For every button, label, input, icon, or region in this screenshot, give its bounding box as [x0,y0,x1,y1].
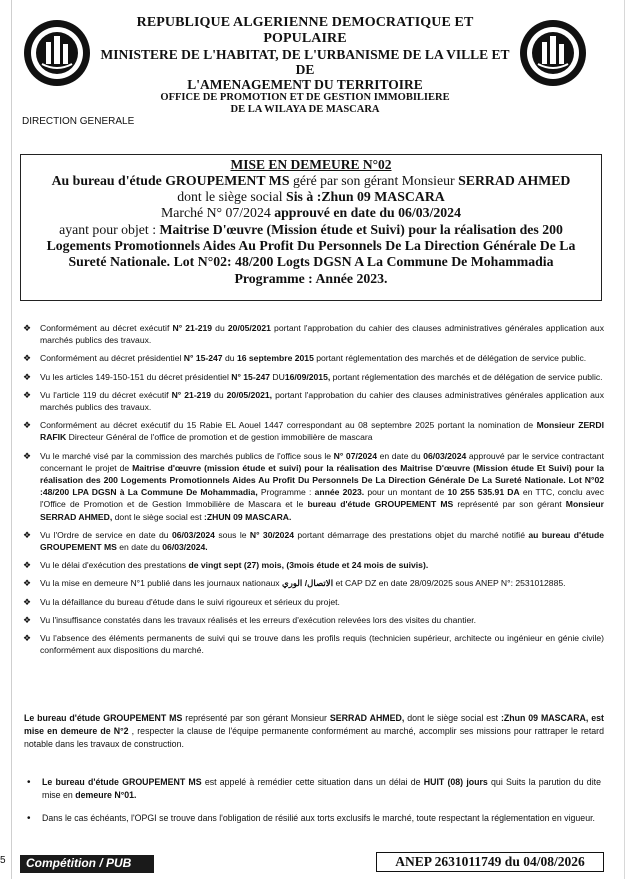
list-item: ❖ Vu la défaillance du bureau d'étude dans le suivi rigoureux et sérieux du projet. [23,596,340,607]
opgi-logo-right-icon [518,18,588,88]
bureau-name: Au bureau d'étude GROUPEMENT MS [51,172,290,188]
bullet-dot-icon: • [27,812,31,824]
competition-tag: Compétition / PUB [20,855,154,873]
notice-text: dont le siège social [177,189,287,205]
header-line-3: L'AMENAGEMENT DU TERRITOIRE [187,77,423,93]
diamond-bullet-icon: ❖ [23,578,32,589]
list-item: ❖ Vu la mise en demeure N°1 publié dans les journaux nationaux الاتصال/ الوري et CAP DZ en date 28/09/2025 sous ANEP N°: 2531012885. [23,578,566,589]
header-line-5: DE LA WILAYA DE MASCARA [230,104,380,116]
notice-line-7: Programme : Année 2023. [234,270,388,286]
object-text: Maitrise D'œuvre (Mission étude et Suivi) pour la réalisation des 200 [159,221,563,237]
diamond-bullet-icon: ❖ [23,633,32,644]
notice-title: MISE EN DEMEURE N°02 [230,157,392,172]
approval-date: approuvé en date du 06/03/2024 [274,205,461,221]
page-edge-right [624,0,630,879]
direction-label: DIRECTION GENERALE [22,116,135,127]
list-item: ❖ Conformément au décret exécutif N° 21-219 du 20/05/2021 portant l'approbation du cahier des clauses administratives générales application aux marchés publics des travaux. [23,323,604,346]
notice-line-3 [27,205,595,221]
list-item: ❖ Vu l'Ordre de service en date du 06/03/2024 sous le N° 30/2024 portant démarrage des prestations objet du marché notifié au bureau d'étude GROUPEMENT MS en date du 06/03/2024. [23,529,604,553]
notice-box [20,154,602,301]
list-item: ❖ Conformément au décret présidentiel N° 15-247 du 16 septembre 2015 portant réglementation des marchés et de délégation de service public. [23,353,587,364]
header-line-4: OFFICE DE PROMOTION ET DE GESTION IMMOBILIERE [160,92,450,104]
notice-line-1 [27,173,595,189]
summary-paragraph: Le bureau d'étude GROUPEMENT MS représenté par son gérant Monsieur SERRAD AHMED, dont le siège social est :Zhun 09 MASCARA, est mise en demeure de N°2 , respecter la clause de l'équipe permanente conformément au marché, accomplir ses missions pour rattraper le retard notable dans les travaux de construction. [24,713,604,749]
notice-line-6: Sureté Nationale. Lot N°02: 48/200 Logts DGSN A La Commune De Mohammadia [68,254,554,270]
diamond-bullet-icon: ❖ [23,353,32,364]
diamond-bullet-icon: ❖ [23,389,32,400]
notice-line-4 [27,222,595,238]
bullet-dot-icon: • [27,777,31,788]
diamond-bullet-icon: ❖ [23,614,32,625]
header-line-1: REPUBLIQUE ALGERIENNE DEMOCRATIQUE ET POPULAIRE [136,15,474,46]
list-item: ❖ Vu l'absence des éléments permanents de suivi qui se trouve dans les profils requis (technicien supérieur, architecte ou ingénieur en génie civile) conformément aux dispositions du marché. [23,633,604,656]
opgi-logo-left-icon [22,18,92,88]
list-item: ❖ Vu l'insuffisance constatés dans les travaux réalisés et les erreurs d'exécution relevées lors des visites du chantier. [23,614,477,625]
notice-line-2 [27,189,595,205]
header-line-2: MINISTERE DE L'HABITAT, DE L'URBANISME DE LA VILLE ET DE [100,46,510,77]
list-item: • Dans le cas échéants, l'OPGI se trouve dans l'obligation de résilié aux torts exclusifs le marché, toute respectant la réglementation en vigueur. [26,812,601,825]
diamond-bullet-icon: ❖ [23,560,32,571]
diamond-bullet-icon: ❖ [23,323,32,333]
list-item: • Le bureau d'étude GROUPEMENT MS est appelé à remédier cette situation dans un délai de HUIT (08) jours qui Suits la parution du dite mise en demeure N°01. [27,777,601,800]
diamond-bullet-icon: ❖ [23,371,32,382]
diamond-bullet-icon: ❖ [23,529,32,540]
diamond-bullet-icon: ❖ [23,420,32,431]
considerations-list [22,322,604,662]
notice-text: géré par son gérant Monsieur [289,172,459,188]
diamond-bullet-icon: ❖ [23,596,32,607]
list-item: ❖ Vu le marché visé par la commission des marchés publics de l'office sous le N° 07/2024 en date du 06/03/2024 approuvé par le service contractant concernant le projet de Maitrise d'œuvre (mission étude et suivi) pour la réalisation des Maitrise D'œuvre (Mission étude Et Suivi) pour la réalisation des 200 Logements Promotionnels Aides Au Profit Du Personnels De La Direction Générale De La Sureté Nationale. Lot N°02 :48/200 LPA DGSN à La Commune De Mohammadia, Programme : année 2023. pour un montant de 10 255 535.91 DA en TTC, conclu avec l'Office de Promotion et de Gestion Immobilière de Mascara et le bureau d'étude GROUPEMENT MS représenté par son gérant Monsieur SERRAD AHMED, dont le siège social est :ZHUN 09 MASCARA. [23,450,605,522]
diamond-bullet-icon: ❖ [23,450,32,461]
seat-address: Sis à :Zhun 09 MASCARA [286,189,445,205]
letterhead [95,15,515,116]
notice-text: ayant pour objet : [59,221,160,237]
instructions-list [26,776,601,834]
manager-name: SERRAD AHMED [458,172,571,188]
page-edge-number: 5 [0,855,6,866]
anep-reference: ANEP 2631011749 du 04/08/2026 [376,852,604,872]
list-item: ❖ Vu l'article 119 du décret exécutif N° 21-219 du 20/05/2021, portant l'approbation du cahier des clauses administratives générales application aux marchés publics des travaux. [23,389,604,413]
market-number: Marché N° 07/2024 [161,205,275,221]
list-item: ❖ Vu les articles 149-150-151 du décret présidentiel N° 15-247 DU16/09/2015, portant réglementation des marchés et de délégation de service public. [23,371,603,382]
list-item: ❖ Conformément au décret exécutif du 15 Rabie EL Aouel 1447 correspondant au 08 septembre 2025 portant la nomination de Monsieur ZERDI RAFIK Directeur Général de l'office de promotion et de gestion immobilière de mascara [23,420,604,443]
notice-line-5: Logements Promotionnels Aides Au Profit Du Personnels De La Direction Générale De La [46,237,576,253]
list-item: ❖ Vu le délai d'exécution des prestations de vingt sept (27) mois, (3mois étude et 24 mois de suivis). [23,560,429,571]
page-edge-left [0,0,12,879]
